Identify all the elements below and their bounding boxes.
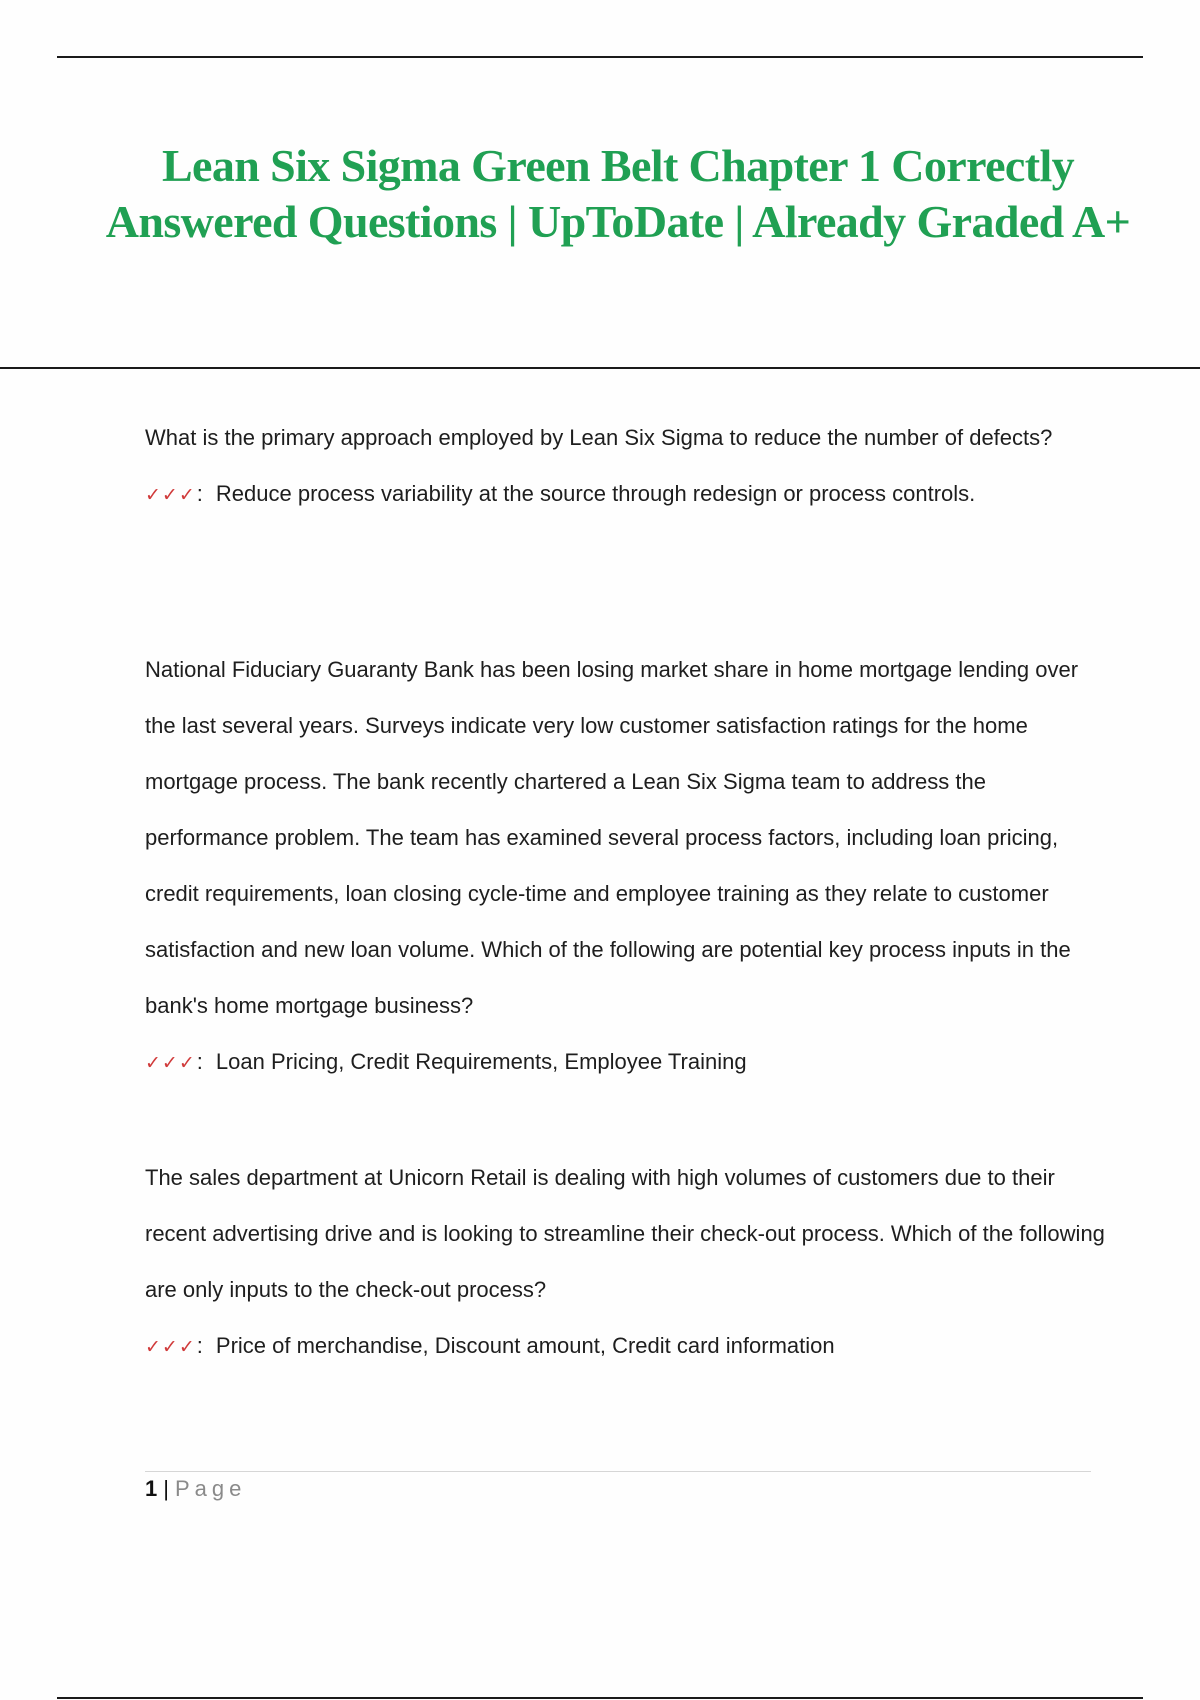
top-rule xyxy=(57,56,1143,58)
answer-3: Price of merchandise, Discount amount, Credit card information xyxy=(215,1333,835,1358)
page-separator: | xyxy=(163,1476,169,1501)
answer-row-1 xyxy=(145,466,1105,523)
footer-divider xyxy=(145,1471,1091,1472)
qa-item-3 xyxy=(145,1150,1105,1375)
answer-separator: : xyxy=(196,1333,203,1358)
check-marks-icon: ✓✓✓ xyxy=(145,484,196,506)
check-marks-icon: ✓✓✓ xyxy=(145,1052,196,1074)
check-marks-icon: ✓✓✓ xyxy=(145,1336,196,1358)
page-label: Page xyxy=(174,1476,247,1501)
question-1: What is the primary approach employed by Lean Six Sigma to reduce the number of defects? xyxy=(145,425,1053,450)
qa-item-2 xyxy=(145,642,1105,1091)
bottom-rule xyxy=(57,1697,1143,1699)
answer-separator: : xyxy=(196,481,203,506)
page-footer xyxy=(145,1474,246,1504)
answer-row-3 xyxy=(145,1318,1105,1375)
answer-separator: : xyxy=(196,1049,203,1074)
answer-1: Reduce process variability at the source through redesign or process controls. xyxy=(215,481,976,506)
title-divider xyxy=(0,367,1200,369)
answer-2: Loan Pricing, Credit Requirements, Employee Training xyxy=(215,1049,747,1074)
document-title: Lean Six Sigma Green Belt Chapter 1 Correctly Answered Questions | UpToDate | Already Graded A+ xyxy=(105,140,1131,247)
question-2: National Fiduciary Guaranty Bank has been losing market share in home mortgage lending over the last several years. Surveys indicate very low customer satisfaction ratings for the home mortgage process. The bank recently chartered a Lean Six Sigma team to address the performance problem. The team has examined several process factors, including loan pricing, credit requirements, loan closing cycle-time and employee training as they relate to customer satisfaction and new loan volume. Which of the following are potential key process inputs in the bank's home mortgage business? xyxy=(145,657,1079,1018)
qa-item-1 xyxy=(145,410,1105,523)
page-number: 1 xyxy=(145,1476,158,1501)
answer-row-2 xyxy=(145,1034,1105,1091)
question-3: The sales department at Unicorn Retail is dealing with high volumes of customers due to their recent advertising drive and is looking to streamline their check-out process. Which of the following are only inputs to the check-out process? xyxy=(145,1165,1105,1302)
